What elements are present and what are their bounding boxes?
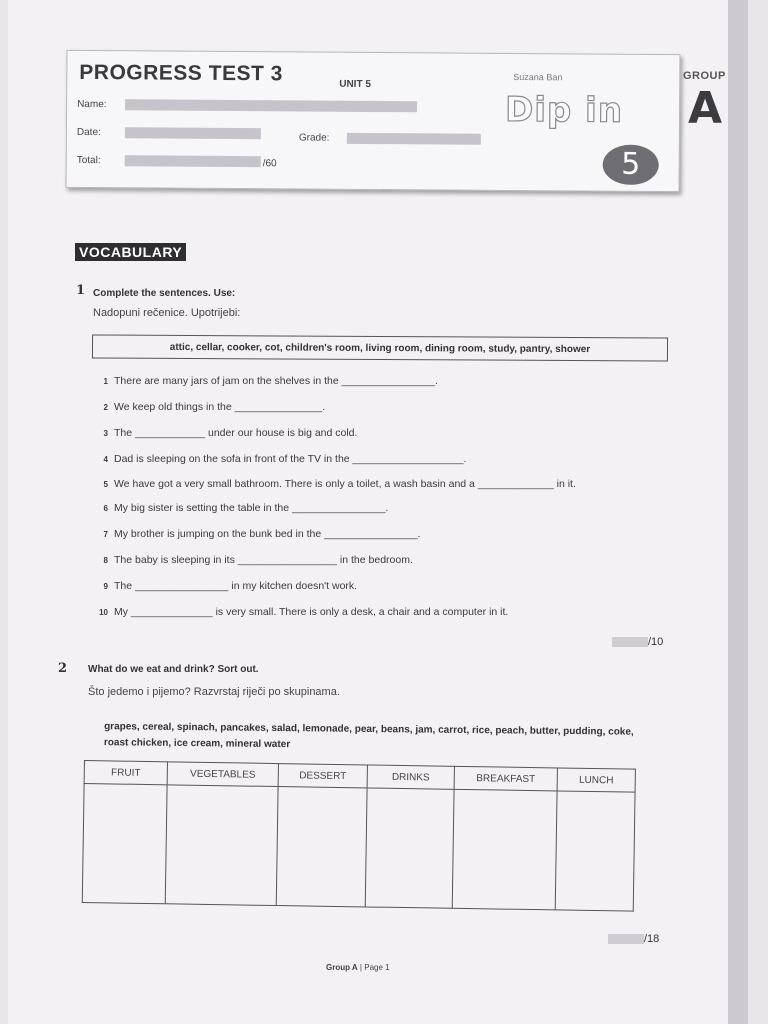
test-title: PROGRESS TEST 3 [79,60,283,86]
exercise-1-instruction-hr: Nadopuni rečenice. Upotrijebi: [93,307,241,319]
sort-table [82,760,636,912]
footer-group: Group A [326,963,358,972]
dip-in-logo: Dip in [504,89,624,131]
column-dessert: DESSERT [278,764,367,788]
sentence-2: 2 We keep old things in the _______________. [103,401,326,413]
exercise-2-score-field[interactable] [608,934,644,944]
exercise-1-score-field[interactable] [612,637,648,647]
total-label: Total: [76,154,101,167]
sentence-4: 4 Dad is sleeping on the sofa in front of the TV in the ___________________. [103,453,467,465]
lunch-answer-cell[interactable] [555,791,635,911]
exercise-2-word-list: grapes, cereal, spinach, pancakes, salad, lemonade, pear, beans, jam, carrot, rice, peach, butter, pudding, coke, roast chicken, ice cream, mineral water [103,721,634,751]
total-max: /60 [262,158,277,170]
date-field[interactable] [125,127,261,139]
drinks-answer-cell[interactable] [365,788,454,908]
column-fruit: FRUIT [84,761,167,785]
exercise-2-number: 2 [58,661,68,676]
table-answer-row [82,784,635,912]
exercise-2-instruction: What do we eat and drink? Sort out. [88,664,259,675]
word-bank-text: attic, cellar, cooker, cot, children's room, living room, dining room, study, pantry, shower [169,341,591,355]
test-header-box [66,50,681,192]
logo-number-badge: 5 [603,145,659,185]
sentence-5: 5 We have got a very small bathroom. There is only a toilet, a wash basin and a _____________ in it. [103,478,576,490]
exercise-1-score: /10 [612,636,663,648]
footer-page: Page 1 [364,963,390,972]
author-name: Suzana Ban [513,71,563,83]
sentence-7: 7 My brother is jumping on the bunk bed in the ________________. [103,528,421,540]
column-drinks: DRINKS [367,765,454,789]
grade-field[interactable] [347,133,481,145]
group-label: GROUP [683,70,726,82]
date-label: Date: [76,126,101,139]
page-edge [728,0,748,1024]
sentence-3: 3 The ____________ under our house is big and cold. [103,427,358,439]
vegetables-answer-cell[interactable] [165,785,278,906]
exercise-2-instruction-hr: Što jedemo i pijemo? Razvrstaj riječi po skupinama. [88,686,340,698]
name-label: Name: [77,98,107,111]
column-breakfast: BREAKFAST [454,766,557,791]
column-lunch: LUNCH [557,768,635,792]
breakfast-answer-cell[interactable] [452,789,557,910]
sentence-10: 10 My ______________ is very small. There is only a desk, a chair and a computer in it. [99,606,509,618]
sentence-8: 8 The baby is sleeping in its _________________ in the bedroom. [103,554,413,566]
unit-label: UNIT 5 [339,78,371,90]
grade-label: Grade: [298,132,330,144]
page-footer: Group A | Page 1 [326,963,390,972]
sentence-6: 6 My big sister is setting the table in the ________________. [103,502,389,514]
group-letter: A [688,83,723,134]
exercise-1-instruction: Complete the sentences. Use: [93,288,236,299]
sentence-9: 9 The ________________ in my kitchen doesn't work. [103,580,358,592]
fruit-answer-cell[interactable] [82,784,167,904]
exercise-2-score: /18 [608,933,659,945]
name-field[interactable] [125,99,417,112]
column-vegetables: VEGETABLES [167,762,278,787]
section-title: VOCABULARY [75,243,186,261]
exercise-1-number: 1 [76,283,86,298]
sentence-1: 1 There are many jars of jam on the shelves in the ________________. [103,375,438,387]
word-bank-box [92,334,668,361]
dessert-answer-cell[interactable] [276,787,367,907]
total-field[interactable] [125,155,261,167]
